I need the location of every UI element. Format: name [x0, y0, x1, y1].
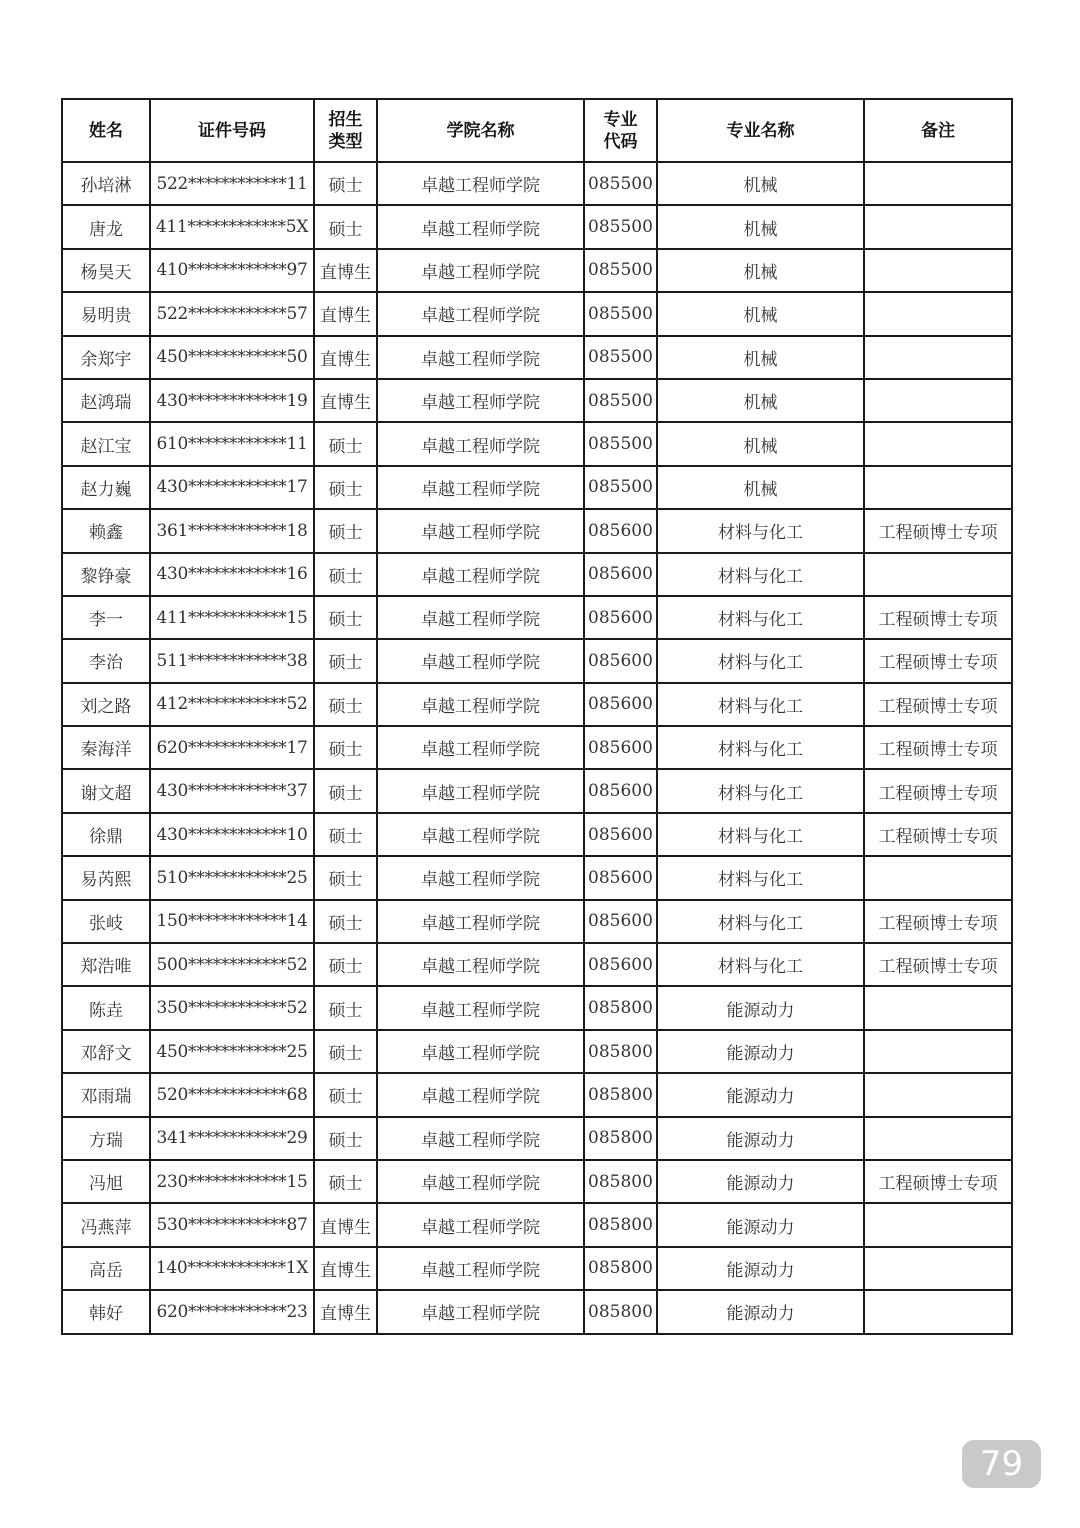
- cell-college: 卓越工程师学院: [377, 639, 584, 682]
- cell-college: 卓越工程师学院: [377, 422, 584, 465]
- cell-name: 秦海洋: [62, 726, 150, 769]
- cell-name: 张岐: [62, 900, 150, 943]
- cell-major-name: 材料与化工: [657, 813, 864, 856]
- cell-enrollment-type: 直博生: [314, 336, 377, 379]
- header-enrollment-type-line1: 招生: [328, 109, 363, 130]
- cell-note: [864, 466, 1012, 509]
- cell-college: 卓越工程师学院: [377, 205, 584, 248]
- cell-name: 赵力巍: [62, 466, 150, 509]
- cell-name: 邓舒文: [62, 1030, 150, 1073]
- table-row: [62, 1030, 1012, 1073]
- cell-major-code: 085600: [584, 509, 657, 552]
- cell-id-number: 450************50: [150, 336, 314, 379]
- table-header: [62, 99, 1012, 162]
- cell-major-code: 085500: [584, 292, 657, 335]
- table-row: [62, 1203, 1012, 1246]
- header-major-code: [584, 99, 657, 162]
- cell-college: 卓越工程师学院: [377, 1160, 584, 1203]
- cell-enrollment-type: 直博生: [314, 292, 377, 335]
- table-row: [62, 205, 1012, 248]
- cell-enrollment-type: 硕士: [314, 509, 377, 552]
- cell-major-code: 085800: [584, 1160, 657, 1203]
- table-row: [62, 466, 1012, 509]
- cell-major-name: 机械: [657, 162, 864, 205]
- table-row: [62, 422, 1012, 465]
- cell-college: 卓越工程师学院: [377, 466, 584, 509]
- cell-note: [864, 422, 1012, 465]
- cell-major-name: 材料与化工: [657, 856, 864, 899]
- cell-major-code: 085600: [584, 900, 657, 943]
- cell-note: 工程硕博士专项: [864, 943, 1012, 986]
- cell-enrollment-type: 硕士: [314, 1073, 377, 1116]
- table-row: [62, 1073, 1012, 1116]
- table-row: [62, 596, 1012, 639]
- cell-major-code: 085600: [584, 813, 657, 856]
- cell-note: 工程硕博士专项: [864, 813, 1012, 856]
- cell-major-name: 机械: [657, 466, 864, 509]
- cell-college: 卓越工程师学院: [377, 683, 584, 726]
- cell-college: 卓越工程师学院: [377, 726, 584, 769]
- cell-major-name: 机械: [657, 336, 864, 379]
- cell-enrollment-type: 直博生: [314, 1203, 377, 1246]
- cell-college: 卓越工程师学院: [377, 900, 584, 943]
- cell-id-number: 510************25: [150, 856, 314, 899]
- cell-id-number: 140************1X: [150, 1247, 314, 1290]
- cell-id-number: 150************14: [150, 900, 314, 943]
- header-major-code-line1: 专业: [603, 109, 638, 130]
- cell-major-name: 能源动力: [657, 1247, 864, 1290]
- cell-id-number: 520************68: [150, 1073, 314, 1116]
- header-row: [62, 99, 1012, 162]
- cell-name: 赖鑫: [62, 509, 150, 552]
- cell-id-number: 522************57: [150, 292, 314, 335]
- cell-id-number: 230************15: [150, 1160, 314, 1203]
- cell-major-code: 085500: [584, 162, 657, 205]
- cell-name: 黎铮豪: [62, 553, 150, 596]
- cell-name: 李治: [62, 639, 150, 682]
- cell-college: 卓越工程师学院: [377, 336, 584, 379]
- cell-major-name: 材料与化工: [657, 553, 864, 596]
- table-row: [62, 336, 1012, 379]
- cell-note: 工程硕博士专项: [864, 1160, 1012, 1203]
- cell-id-number: 341************29: [150, 1117, 314, 1160]
- cell-major-code: 085600: [584, 943, 657, 986]
- cell-college: 卓越工程师学院: [377, 769, 584, 812]
- cell-college: 卓越工程师学院: [377, 509, 584, 552]
- cell-college: 卓越工程师学院: [377, 1203, 584, 1246]
- cell-major-code: 085500: [584, 249, 657, 292]
- cell-id-number: 430************10: [150, 813, 314, 856]
- cell-name: 韩好: [62, 1290, 150, 1333]
- cell-major-code: 085800: [584, 1290, 657, 1333]
- cell-enrollment-type: 硕士: [314, 639, 377, 682]
- cell-note: [864, 1117, 1012, 1160]
- cell-id-number: 410************97: [150, 249, 314, 292]
- cell-note: [864, 1247, 1012, 1290]
- cell-id-number: 530************87: [150, 1203, 314, 1246]
- cell-note: [864, 336, 1012, 379]
- cell-note: 工程硕博士专项: [864, 596, 1012, 639]
- cell-name: 赵江宝: [62, 422, 150, 465]
- cell-note: 工程硕博士专项: [864, 683, 1012, 726]
- cell-college: 卓越工程师学院: [377, 943, 584, 986]
- header-major-code-line2: 代码: [603, 131, 638, 152]
- table-row: [62, 553, 1012, 596]
- cell-enrollment-type: 硕士: [314, 422, 377, 465]
- table-row: [62, 292, 1012, 335]
- cell-name: 唐龙: [62, 205, 150, 248]
- cell-note: [864, 986, 1012, 1029]
- cell-note: [864, 1290, 1012, 1333]
- cell-note: [864, 1203, 1012, 1246]
- cell-id-number: 610************11: [150, 422, 314, 465]
- cell-major-code: 085800: [584, 1030, 657, 1073]
- cell-enrollment-type: 硕士: [314, 1030, 377, 1073]
- table-row: [62, 1117, 1012, 1160]
- table-row: [62, 943, 1012, 986]
- cell-major-code: 085600: [584, 596, 657, 639]
- cell-name: 高岳: [62, 1247, 150, 1290]
- cell-enrollment-type: 直博生: [314, 379, 377, 422]
- cell-id-number: 450************25: [150, 1030, 314, 1073]
- cell-major-code: 085800: [584, 1203, 657, 1246]
- cell-enrollment-type: 硕士: [314, 1117, 377, 1160]
- cell-note: 工程硕博士专项: [864, 509, 1012, 552]
- cell-major-code: 085500: [584, 205, 657, 248]
- cell-enrollment-type: 硕士: [314, 986, 377, 1029]
- cell-name: 谢文超: [62, 769, 150, 812]
- cell-enrollment-type: 硕士: [314, 466, 377, 509]
- cell-note: [864, 205, 1012, 248]
- cell-college: 卓越工程师学院: [377, 986, 584, 1029]
- cell-major-name: 材料与化工: [657, 639, 864, 682]
- table-row: [62, 683, 1012, 726]
- cell-id-number: 511************38: [150, 639, 314, 682]
- cell-name: 郑浩唯: [62, 943, 150, 986]
- header-note: 备注: [864, 99, 1012, 162]
- cell-name: 杨昊天: [62, 249, 150, 292]
- cell-name: 冯燕萍: [62, 1203, 150, 1246]
- cell-enrollment-type: 硕士: [314, 205, 377, 248]
- table-row: [62, 1247, 1012, 1290]
- cell-name: 余郑宇: [62, 336, 150, 379]
- cell-name: 方瑞: [62, 1117, 150, 1160]
- cell-note: [864, 379, 1012, 422]
- cell-major-code: 085600: [584, 856, 657, 899]
- table-row: [62, 249, 1012, 292]
- cell-major-code: 085800: [584, 1247, 657, 1290]
- cell-major-name: 材料与化工: [657, 509, 864, 552]
- table-row: [62, 769, 1012, 812]
- cell-major-name: 材料与化工: [657, 596, 864, 639]
- cell-major-name: 能源动力: [657, 986, 864, 1029]
- cell-enrollment-type: 硕士: [314, 162, 377, 205]
- cell-major-code: 085600: [584, 726, 657, 769]
- cell-name: 李一: [62, 596, 150, 639]
- cell-name: 刘之路: [62, 683, 150, 726]
- cell-note: [864, 162, 1012, 205]
- cell-major-name: 能源动力: [657, 1117, 864, 1160]
- cell-name: 徐鼎: [62, 813, 150, 856]
- cell-note: 工程硕博士专项: [864, 900, 1012, 943]
- cell-id-number: 350************52: [150, 986, 314, 1029]
- cell-note: [864, 553, 1012, 596]
- cell-enrollment-type: 硕士: [314, 1160, 377, 1203]
- cell-major-name: 材料与化工: [657, 769, 864, 812]
- page-number-badge: 79: [962, 1440, 1041, 1488]
- cell-college: 卓越工程师学院: [377, 1247, 584, 1290]
- cell-id-number: 522************11: [150, 162, 314, 205]
- cell-name: 孙培淋: [62, 162, 150, 205]
- header-major-name: 专业名称: [657, 99, 864, 162]
- cell-major-code: 085600: [584, 639, 657, 682]
- cell-major-name: 机械: [657, 379, 864, 422]
- cell-note: 工程硕博士专项: [864, 769, 1012, 812]
- cell-note: [864, 856, 1012, 899]
- cell-enrollment-type: 直博生: [314, 249, 377, 292]
- header-name: 姓名: [62, 99, 150, 162]
- cell-note: [864, 249, 1012, 292]
- table-row: [62, 639, 1012, 682]
- table-row: [62, 1160, 1012, 1203]
- cell-major-name: 能源动力: [657, 1203, 864, 1246]
- cell-enrollment-type: 硕士: [314, 553, 377, 596]
- cell-id-number: 430************17: [150, 466, 314, 509]
- cell-name: 冯旭: [62, 1160, 150, 1203]
- cell-name: 易明贵: [62, 292, 150, 335]
- cell-enrollment-type: 硕士: [314, 769, 377, 812]
- cell-college: 卓越工程师学院: [377, 1290, 584, 1333]
- header-college: 学院名称: [377, 99, 584, 162]
- cell-major-name: 能源动力: [657, 1160, 864, 1203]
- cell-major-name: 能源动力: [657, 1290, 864, 1333]
- cell-college: 卓越工程师学院: [377, 292, 584, 335]
- cell-enrollment-type: 硕士: [314, 943, 377, 986]
- cell-enrollment-type: 直博生: [314, 1247, 377, 1290]
- cell-college: 卓越工程师学院: [377, 596, 584, 639]
- cell-id-number: 411************5X: [150, 205, 314, 248]
- cell-major-name: 能源动力: [657, 1073, 864, 1116]
- cell-name: 赵鸿瑞: [62, 379, 150, 422]
- cell-major-name: 材料与化工: [657, 683, 864, 726]
- cell-name: 邓雨瑞: [62, 1073, 150, 1116]
- cell-name: 易芮熙: [62, 856, 150, 899]
- cell-note: [864, 1073, 1012, 1116]
- cell-major-name: 机械: [657, 422, 864, 465]
- table-body: [62, 162, 1012, 1334]
- cell-college: 卓越工程师学院: [377, 162, 584, 205]
- cell-college: 卓越工程师学院: [377, 249, 584, 292]
- cell-note: [864, 1030, 1012, 1073]
- cell-major-name: 材料与化工: [657, 943, 864, 986]
- cell-college: 卓越工程师学院: [377, 1030, 584, 1073]
- cell-major-code: 085500: [584, 422, 657, 465]
- admission-list-table: [61, 98, 1013, 1335]
- cell-college: 卓越工程师学院: [377, 1073, 584, 1116]
- cell-major-name: 机械: [657, 249, 864, 292]
- cell-major-code: 085500: [584, 379, 657, 422]
- cell-id-number: 430************19: [150, 379, 314, 422]
- cell-major-code: 085800: [584, 1117, 657, 1160]
- cell-id-number: 361************18: [150, 509, 314, 552]
- cell-enrollment-type: 硕士: [314, 726, 377, 769]
- table-row: [62, 1290, 1012, 1333]
- table-row: [62, 813, 1012, 856]
- cell-college: 卓越工程师学院: [377, 813, 584, 856]
- table-row: [62, 986, 1012, 1029]
- cell-major-name: 机械: [657, 292, 864, 335]
- cell-major-code: 085500: [584, 336, 657, 379]
- cell-note: 工程硕博士专项: [864, 639, 1012, 682]
- table-row: [62, 726, 1012, 769]
- cell-name: 陈垚: [62, 986, 150, 1029]
- cell-major-code: 085800: [584, 986, 657, 1029]
- table-row: [62, 856, 1012, 899]
- header-enrollment-type: [314, 99, 377, 162]
- cell-note: 工程硕博士专项: [864, 726, 1012, 769]
- table-row: [62, 162, 1012, 205]
- header-enrollment-type-line2: 类型: [328, 131, 363, 152]
- cell-enrollment-type: 硕士: [314, 683, 377, 726]
- cell-id-number: 620************23: [150, 1290, 314, 1333]
- cell-id-number: 620************17: [150, 726, 314, 769]
- cell-major-code: 085600: [584, 683, 657, 726]
- table-row: [62, 379, 1012, 422]
- cell-enrollment-type: 硕士: [314, 900, 377, 943]
- cell-enrollment-type: 硕士: [314, 813, 377, 856]
- cell-enrollment-type: 硕士: [314, 856, 377, 899]
- header-id-number: 证件号码: [150, 99, 314, 162]
- cell-college: 卓越工程师学院: [377, 379, 584, 422]
- cell-major-name: 材料与化工: [657, 726, 864, 769]
- cell-major-code: 085600: [584, 553, 657, 596]
- table-row: [62, 900, 1012, 943]
- cell-id-number: 430************37: [150, 769, 314, 812]
- cell-major-name: 机械: [657, 205, 864, 248]
- cell-enrollment-type: 直博生: [314, 1290, 377, 1333]
- cell-major-code: 085600: [584, 769, 657, 812]
- cell-major-name: 能源动力: [657, 1030, 864, 1073]
- table-row: [62, 509, 1012, 552]
- cell-major-name: 材料与化工: [657, 900, 864, 943]
- cell-id-number: 411************15: [150, 596, 314, 639]
- cell-college: 卓越工程师学院: [377, 856, 584, 899]
- cell-note: [864, 292, 1012, 335]
- cell-id-number: 412************52: [150, 683, 314, 726]
- cell-college: 卓越工程师学院: [377, 1117, 584, 1160]
- cell-enrollment-type: 硕士: [314, 596, 377, 639]
- cell-college: 卓越工程师学院: [377, 553, 584, 596]
- cell-major-code: 085800: [584, 1073, 657, 1116]
- cell-id-number: 500************52: [150, 943, 314, 986]
- cell-major-code: 085500: [584, 466, 657, 509]
- cell-id-number: 430************16: [150, 553, 314, 596]
